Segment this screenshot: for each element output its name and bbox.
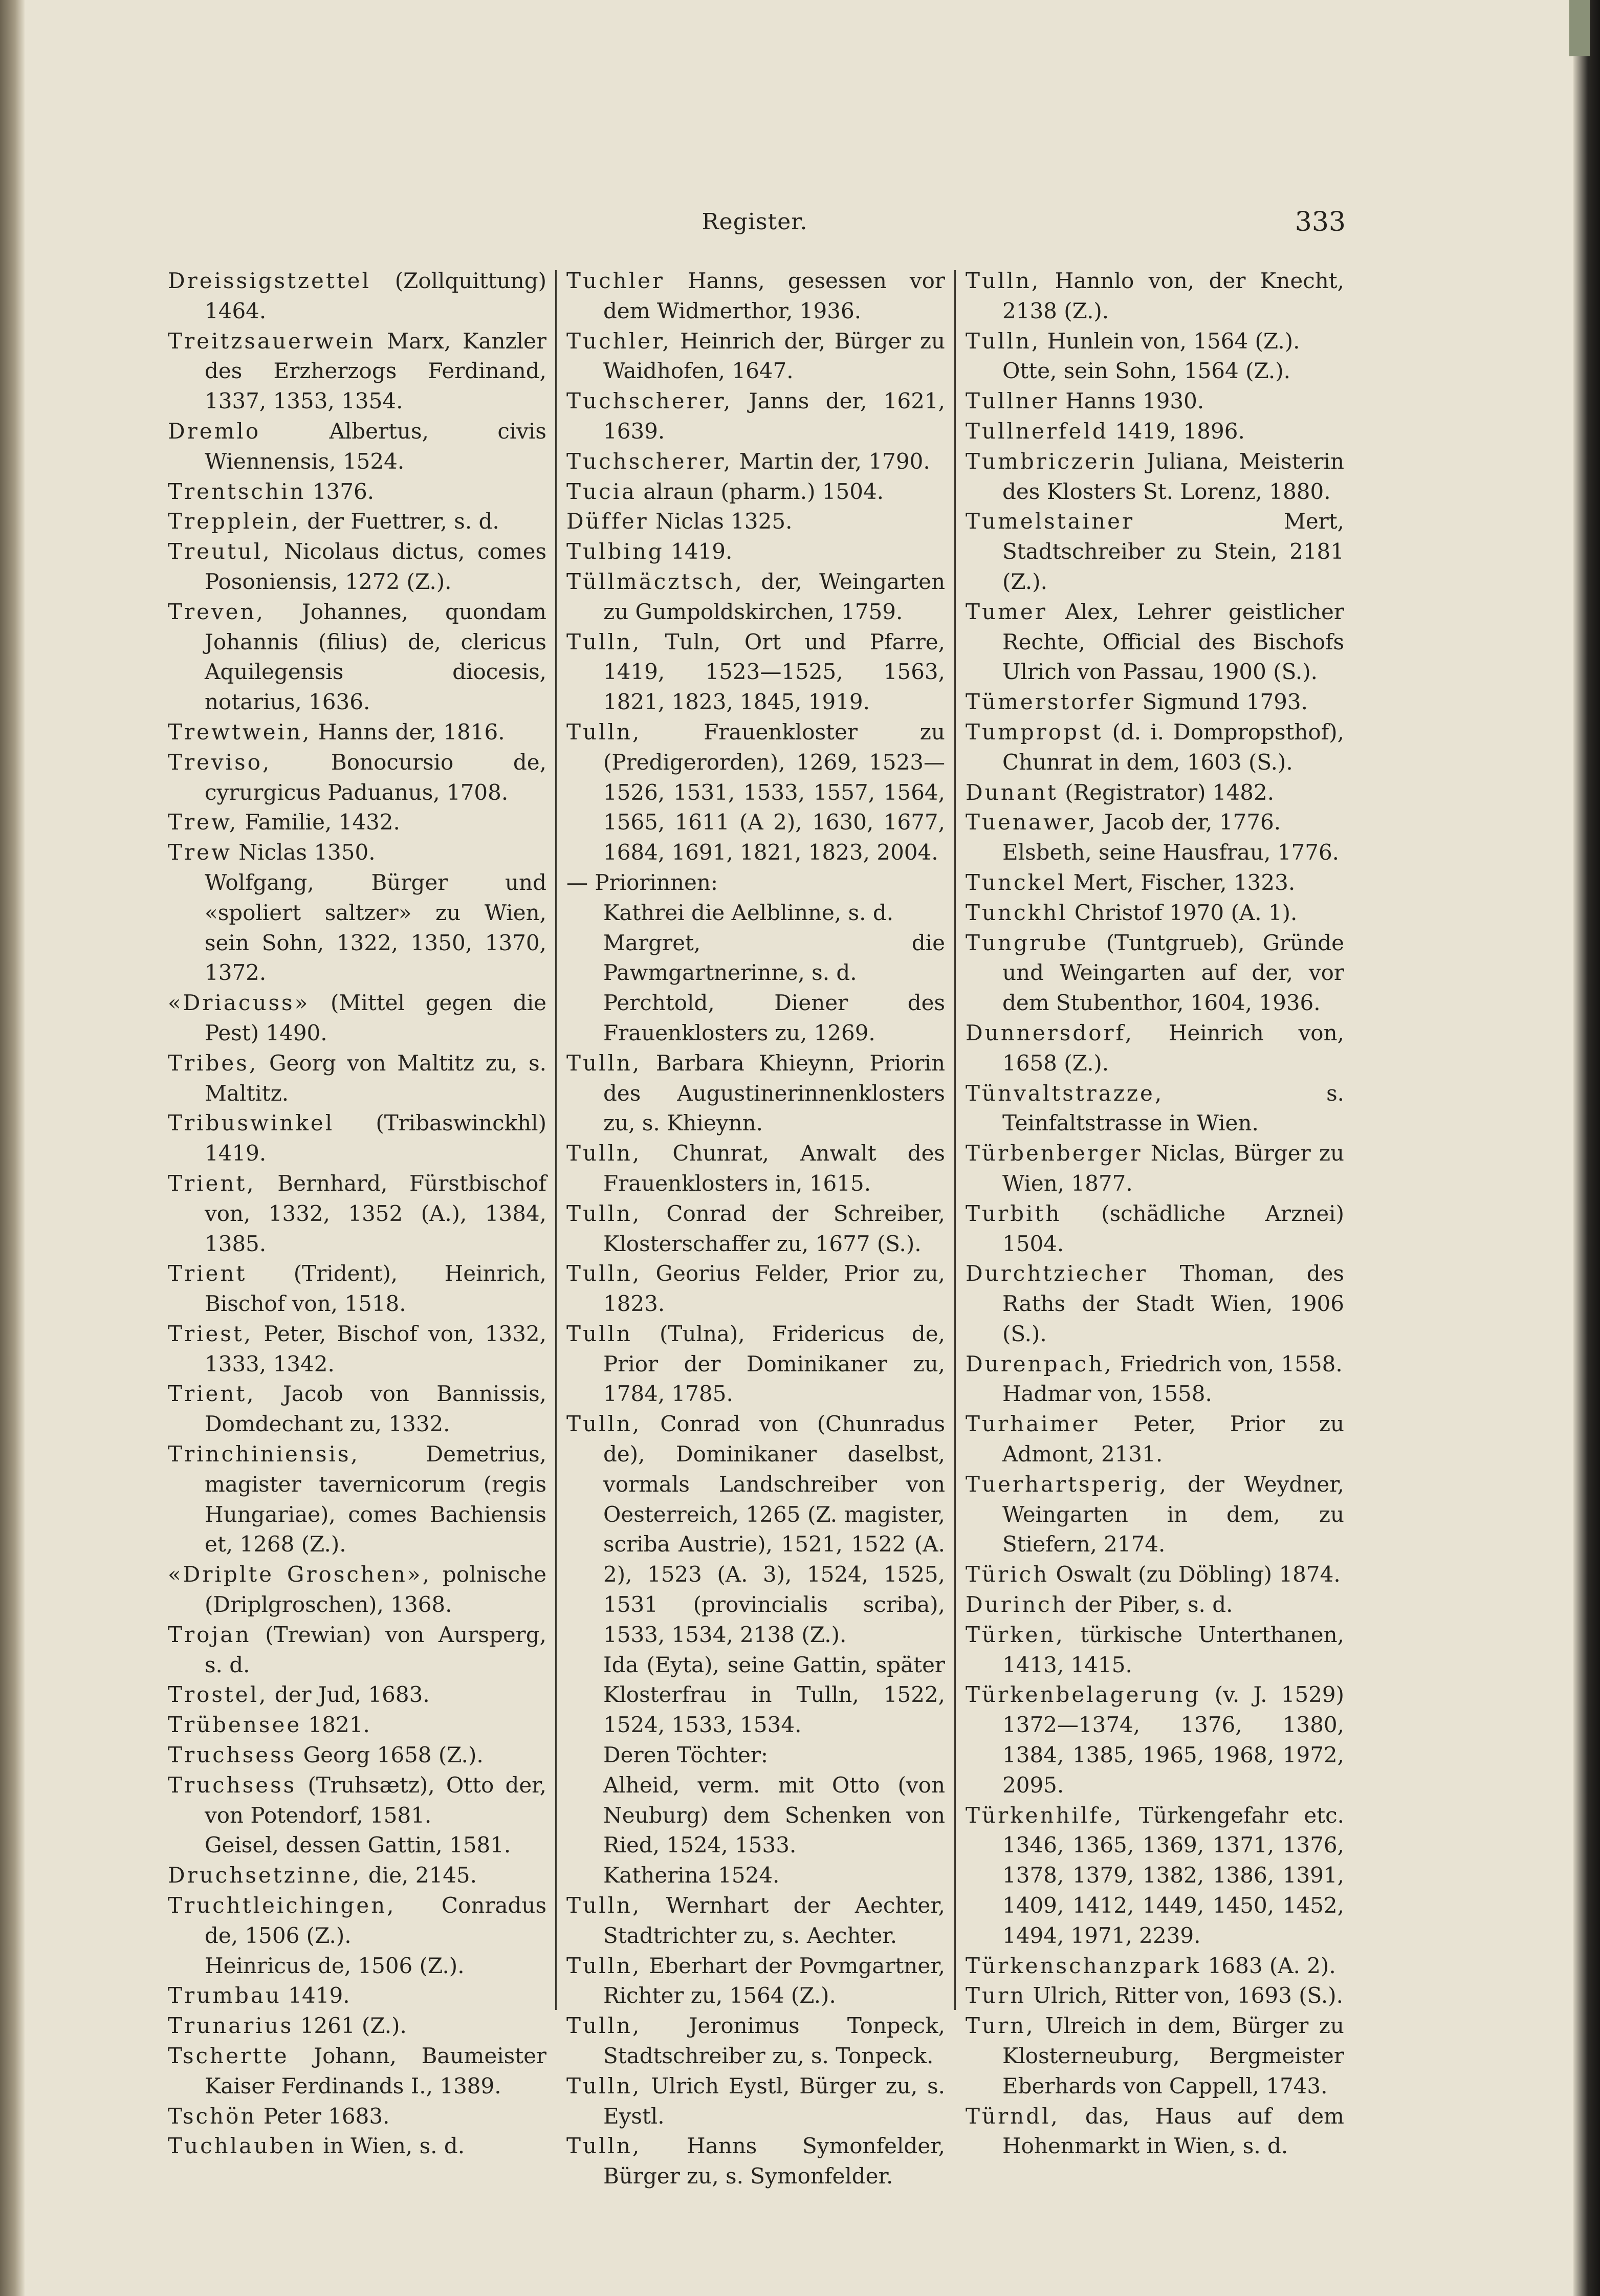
entry-headword: Trübensee <box>168 1712 302 1738</box>
entry-headword: Tulbing <box>566 539 664 564</box>
entry-text: s. Teinfaltstrasse in Wien. <box>1002 1080 1344 1136</box>
page-number: 333 <box>1295 207 1346 237</box>
entry-headword: Trentschin <box>168 478 306 504</box>
entry-headword: Treven, <box>168 599 265 624</box>
entry-text: Wolfgang, Bürger und «spoliert saltzer» zu Wien, sein Sohn, 1322, 1350, 1370, 1372. <box>205 869 546 986</box>
entry-text: Albertus, civis Wiennensis, 1524. <box>205 418 546 474</box>
entry-text: Türkengefahr etc. 1346, 1365, 1369, 1371, 1376, 1378, 1379, 1382, 1386, 1391, 1409, 1412, 1449, 1450, 1452, 1494, 1971, 2239. <box>1002 1802 1344 1948</box>
index-entry <box>966 687 1344 717</box>
index-entry <box>168 2041 546 2102</box>
index-entry <box>966 2011 1344 2101</box>
entry-text: 1821. <box>301 1712 370 1738</box>
entry-headword: Tümerstorfer <box>966 689 1136 715</box>
entry-text: die, 2145. <box>361 1863 477 1888</box>
entry-headword: Trunarius <box>168 2013 294 2039</box>
entry-headword: Tulln, <box>566 2073 642 2098</box>
page-title: Register. <box>702 209 808 235</box>
entry-text: Margret, die Pawmgartnerinne, s. d. <box>603 930 945 986</box>
column-divider <box>954 270 956 2010</box>
index-entry <box>168 1861 546 1891</box>
entry-text: das, Haus auf dem Hohenmarkt in Wien, s. d. <box>1002 2103 1344 2159</box>
index-entry <box>168 1710 546 1740</box>
entry-headword: Trew, <box>168 810 238 835</box>
entry-text: 1261 (Z.). <box>293 2013 407 2039</box>
entry-headword: Tumbriczerin <box>966 448 1137 474</box>
index-entry <box>168 807 546 838</box>
index-entry <box>966 1379 1344 1409</box>
entry-headword: Trinchiniensis, <box>168 1441 360 1467</box>
entry-text: Ulrich, Ritter von, 1693 (S.). <box>1026 1983 1344 2008</box>
index-entry <box>566 537 945 567</box>
entry-headword: Tuenawer, <box>966 810 1098 835</box>
index-entry <box>966 266 1344 326</box>
entry-headword: Durinch <box>966 1592 1068 1617</box>
entry-text: Conrad von (Chunradus de), Dominikaner daselbst, vormals Landschreiber von Oesterreich, 1265 (Z. magister, scriba Austrie), 1521, 1522 (A. 2), 1523 (A. 3), 1524, 1525, 1531 (provincialis scriba), 1533, 1534, 2138 (Z.). <box>603 1411 945 1647</box>
entry-headword: Treitzsauerwein <box>168 328 376 354</box>
entry-headword: Tunckel <box>966 869 1067 895</box>
entry-headword: Tulln, <box>566 1200 642 1226</box>
index-entry <box>566 266 945 326</box>
index-entry <box>966 386 1344 417</box>
entry-text: (Mittel gegen die Pest) 1490. <box>205 990 546 1045</box>
entry-text: Familie, 1432. <box>238 810 400 835</box>
index-entry <box>966 1409 1344 1470</box>
index-entry <box>966 326 1344 357</box>
entry-text: Demetrius, magister tavernicorum (regis Hungariae), comes Bachiensis et, 1268 (Z.). <box>205 1441 546 1557</box>
index-entry <box>966 417 1344 447</box>
index-entry <box>966 928 1344 1018</box>
entry-text: alraun (pharm.) 1504. <box>637 478 884 504</box>
entry-headword: Tucia <box>566 478 637 504</box>
entry-text: Peter 1683. <box>256 2103 390 2129</box>
scan-left-edge <box>0 0 25 2296</box>
index-column-middle <box>566 266 945 2192</box>
entry-headword: Tulln, <box>566 1050 642 1076</box>
page-tab-marker <box>1569 0 1590 56</box>
entry-headword: Tulln, <box>566 629 642 654</box>
entry-text: Perchtold, Diener des Frauenklosters zu, 1269. <box>603 990 945 1045</box>
entry-text: Ulreich in dem, Bürger zu Klosterneuburg, Bergmeister Eberhards von Cappell, 1743. <box>1002 2013 1344 2098</box>
index-entry <box>168 717 546 748</box>
entry-text: (d. i. Dompropsthof), Chunrat in dem, 1603 (S.). <box>1002 719 1344 775</box>
index-entry <box>566 1891 945 1951</box>
index-entry <box>168 1108 546 1169</box>
index-entry <box>966 1801 1344 1951</box>
index-entry <box>566 717 945 868</box>
index-entry <box>168 2102 546 2132</box>
entry-text: Elsbeth, seine Hausfrau, 1776. <box>1002 840 1340 865</box>
index-entry <box>966 447 1344 507</box>
index-entry <box>966 597 1344 687</box>
entry-headword: Trient, <box>168 1170 256 1196</box>
index-entry <box>566 447 945 477</box>
entry-headword: Treutul, <box>168 539 272 564</box>
entry-text: Barbara Khieynn, Priorin des Augustinerinnenklosters zu, s. Khieynn. <box>603 1050 945 1136</box>
index-entry <box>566 988 945 1048</box>
entry-text: Alex, Lehrer geistlicher Rechte, Official des Bischofs Ulrich von Passau, 1900 (S.). <box>1002 599 1344 685</box>
entry-headword: Türich <box>966 1562 1049 1587</box>
index-entry <box>566 868 945 898</box>
index-entry <box>966 1951 1344 1981</box>
entry-text: der Weydner, Weingarten in dem, zu Stiefern, 2174. <box>1002 1471 1344 1557</box>
index-entry <box>566 1259 945 1319</box>
entry-text: (Trewian) von Aursperg, s. d. <box>205 1622 546 1677</box>
entry-headword: Trojan <box>168 1622 251 1647</box>
index-entry <box>168 417 546 477</box>
index-entry <box>566 898 945 928</box>
index-entry <box>566 1650 945 1740</box>
index-entry <box>966 1018 1344 1079</box>
entry-headword: Trumbau <box>168 1983 281 2008</box>
index-entry <box>966 1620 1344 1680</box>
entry-text: Jacob der, 1776. <box>1097 810 1281 835</box>
index-entry <box>566 567 945 627</box>
entry-text: Oswalt (zu Döbling) 1874. <box>1049 1562 1341 1587</box>
entry-headword: Trostel, <box>168 1682 268 1708</box>
index-entry <box>168 1740 546 1770</box>
entry-text: (Tribaswinckhl) 1419. <box>205 1110 546 1166</box>
entry-headword: Tuerhartsperig, <box>966 1471 1169 1497</box>
index-entry <box>168 1620 546 1680</box>
entry-headword: Tumpropst <box>966 719 1103 745</box>
entry-text: Martin der, 1790. <box>732 448 930 474</box>
entry-headword: Tünvaltstrazze, <box>966 1080 1164 1106</box>
entry-text: Alheid, verm. mit Otto (von Neuburg) dem Schenken von Ried, 1524, 1533. <box>603 1772 945 1858</box>
entry-text: Frauenkloster zu (Predigerorden), 1269, 1523—1526, 1531, 1533, 1557, 1564, 1565, 1611 (A 2), 1630, 1677, 1684, 1691, 1821, 1823, 2004. <box>603 719 945 865</box>
page-header <box>164 205 1346 246</box>
entry-text: Hannlo von, der Knecht, 2138 (Z.). <box>1002 268 1344 323</box>
entry-text: der Jud, 1683. <box>268 1682 430 1708</box>
entry-text: Ulrich Eystl, Bürger zu, s. Eystl. <box>603 2073 945 2129</box>
entry-text: Niclas 1350. <box>231 840 376 865</box>
entry-text: Nicolaus dictus, comes Posoniensis, 1272 (Z.). <box>205 539 546 594</box>
entry-text: Chunrat, Anwalt des Frauenklosters in, 1615. <box>603 1141 945 1196</box>
index-entry <box>168 1439 546 1560</box>
index-entry <box>566 1770 945 1861</box>
entry-text: Eberhart der Povmgartner, Richter zu, 1564 (Z.). <box>603 1953 945 2008</box>
index-entry <box>168 477 546 507</box>
index-entry <box>168 326 546 417</box>
entry-headword: Tuchler, <box>566 328 671 354</box>
entry-text: Friedrich von, 1558. <box>1113 1351 1343 1376</box>
index-entry <box>168 1319 546 1380</box>
index-entry <box>966 868 1344 898</box>
entry-headword: Tulln, <box>566 1411 642 1437</box>
index-entry <box>168 597 546 717</box>
index-entry <box>566 1861 945 1891</box>
entry-text: Niclas 1325. <box>648 509 793 534</box>
index-entry <box>168 1891 546 1951</box>
index-entry <box>168 1379 546 1439</box>
entry-text: Wernhart der Aechter, Stadtrichter zu, s. Aechter. <box>603 1893 945 1948</box>
entry-text: der, Weingarten zu Gumpoldskirchen, 1759. <box>603 568 945 624</box>
entry-text: Jeronimus Tonpeck, Stadtschreiber zu, s. Tonpeck. <box>603 2013 945 2069</box>
entry-text: Hadmar von, 1558. <box>1002 1381 1212 1407</box>
entry-text: Conradus de, 1506 (Z.). <box>205 1893 546 1948</box>
entry-text: (Trident), Heinrich, Bischof von, 1518. <box>205 1261 546 1317</box>
entry-text: Marx, Kanzler des Erzherzogs Ferdinand, 1337, 1353, 1354. <box>205 328 546 414</box>
index-entry <box>966 778 1344 808</box>
index-entry <box>966 1349 1344 1380</box>
entry-text: (Registrator) 1482. <box>1058 779 1275 805</box>
entry-headword: Tulln, <box>566 2013 642 2039</box>
entry-headword: Tulln, <box>566 1261 642 1286</box>
entry-headword: Tumelstainer <box>966 509 1135 534</box>
index-entry <box>966 507 1344 597</box>
entry-headword: Tribes, <box>168 1050 258 1076</box>
entry-headword: Trient, <box>168 1381 256 1407</box>
index-entry <box>168 1560 546 1620</box>
entry-text: Geisel, dessen Gattin, 1581. <box>205 1832 511 1858</box>
entry-headword: Tuchlauben <box>168 2133 316 2159</box>
entry-headword: Druchsetzinne, <box>168 1863 362 1888</box>
index-entry <box>566 1951 945 2011</box>
index-entry <box>566 2131 945 2192</box>
index-entry <box>966 1560 1344 1590</box>
index-column-left <box>168 266 546 2161</box>
index-entry <box>966 1470 1344 1560</box>
entry-headword: Turn, <box>966 2013 1035 2039</box>
index-entry <box>566 386 945 447</box>
entry-text: türkische Unterthanen, 1413, 1415. <box>1002 1622 1344 1677</box>
entry-text: Heinrich der, Bürger zu Waidhofen, 1647. <box>603 328 945 384</box>
index-entry <box>168 1830 546 1861</box>
entry-headword: Tungrube <box>966 930 1088 955</box>
entry-text: 1419. <box>664 539 733 564</box>
entry-text: Johann, Baumeister Kaiser Ferdinands I., 1389. <box>205 2043 546 2098</box>
entry-headword: Tullner <box>966 388 1059 414</box>
index-entry <box>566 1409 945 1650</box>
index-entry <box>168 1981 546 2011</box>
entry-headword: Türkenbelagerung <box>966 1682 1201 1708</box>
index-entry <box>966 1680 1344 1800</box>
index-entry <box>566 477 945 507</box>
entry-headword: Triest, <box>168 1321 253 1346</box>
entry-headword: Trient <box>168 1261 247 1286</box>
entry-text: Kathrei die Aelblinne, s. d. <box>603 900 894 925</box>
entry-text: 1419. <box>281 1983 350 2008</box>
entry-text: 1376. <box>305 478 375 504</box>
entry-text: der Piber, s. d. <box>1067 1592 1233 1617</box>
entry-text: Tuln, Ort und Pfarre, 1419, 1523—1525, 1563, 1821, 1823, 1845, 1919. <box>603 629 945 715</box>
entry-headword: Tulln, <box>566 1141 642 1166</box>
entry-headword: Düffer <box>566 509 649 534</box>
index-entry <box>566 1139 945 1199</box>
index-entry <box>566 1048 945 1139</box>
index-entry <box>566 326 945 387</box>
entry-headword: Dunnersdorf, <box>966 1020 1134 1045</box>
index-column-right <box>966 266 1344 2161</box>
entry-headword: Treviso, <box>168 749 272 775</box>
index-entry <box>966 356 1344 386</box>
entry-text: (Tuntgrueb), Gründe und Weingarten auf der, vor dem Stubenthor, 1604, 1936. <box>1002 930 1344 1016</box>
entry-text: (Zollquittung) 1464. <box>205 268 546 323</box>
entry-headword: Dreissigstzettel <box>168 268 371 293</box>
entry-headword: Tulln, <box>566 719 642 745</box>
entry-text: Janns der, 1621, 1639. <box>603 388 945 444</box>
entry-text: Thoman, des Raths der Stadt Wien, 1906 (S.). <box>1002 1261 1344 1346</box>
entry-headword: Tuchscherer, <box>566 448 733 474</box>
index-entry <box>566 2011 945 2071</box>
index-entry <box>966 807 1344 838</box>
entry-text: Bernhard, Fürstbischof von, 1332, 1352 (A.), 1384, 1385. <box>205 1170 546 1256</box>
entry-headword: Trew <box>168 840 232 865</box>
entry-headword: Truchsess <box>168 1772 297 1798</box>
entry-headword: Tüllmäcztsch, <box>566 568 744 594</box>
entry-headword: Tribuswinkel <box>168 1110 335 1136</box>
entry-text: Otte, sein Sohn, 1564 (Z.). <box>1002 358 1291 384</box>
entry-text: Mert, Stadtschreiber zu Stein, 2181 (Z.). <box>1002 509 1344 594</box>
index-entry <box>168 507 546 537</box>
entry-headword: Turn <box>966 1983 1026 2008</box>
index-entry <box>168 2131 546 2161</box>
entry-headword: Tullnerfeld <box>966 418 1108 444</box>
index-entry <box>168 988 546 1048</box>
entry-headword: «Driacuss» <box>168 990 310 1016</box>
index-entry <box>168 1680 546 1710</box>
entry-headword: Tulln, <box>566 1953 642 1978</box>
entry-text: in Wien, s. d. <box>316 2133 465 2159</box>
entry-headword: Türken, <box>966 1622 1065 1647</box>
index-entry <box>566 2071 945 2132</box>
entry-headword: Tuchler <box>566 268 665 293</box>
index-entry <box>168 1259 546 1319</box>
entry-text: Peter, Prior zu Admont, 2131. <box>1002 1411 1344 1467</box>
entry-headword: «Driplte Groschen», <box>168 1562 431 1587</box>
index-entry <box>566 1319 945 1409</box>
entry-headword: Tulln, <box>566 1893 642 1918</box>
index-entry <box>966 2102 1344 2162</box>
entry-headword: Türbenberger <box>966 1141 1143 1166</box>
entry-headword: Türndl, <box>966 2103 1060 2129</box>
index-entry <box>966 1981 1344 2011</box>
entry-text: polnische (Driplgroschen), 1368. <box>205 1562 547 1617</box>
entry-headword: Trewtwein, <box>168 719 312 745</box>
index-entry <box>966 838 1344 868</box>
entry-text: Johannes, quondam Johannis (filius) de, clericus Aquilegensis diocesis, notarius, 1636. <box>205 599 546 715</box>
entry-headword: Türkenschanzpark <box>966 1953 1201 1978</box>
index-entry <box>966 717 1344 778</box>
entry-text: Christof 1970 (A. 1). <box>1067 900 1298 925</box>
entry-text: (Tulna), Fridericus de, Prior der Dominikaner zu, 1784, 1785. <box>603 1321 945 1407</box>
index-entry <box>566 1199 945 1259</box>
entry-text: Juliana, Meisterin des Klosters St. Lorenz, 1880. <box>1002 448 1344 504</box>
entry-headword: Türkenhilfe, <box>966 1802 1124 1828</box>
entry-text: — Priorinnen: <box>566 869 718 895</box>
entry-text: Conrad der Schreiber, Klosterschaffer zu, 1677 (S.). <box>603 1200 945 1256</box>
column-divider <box>555 270 557 2010</box>
index-entry <box>168 748 546 808</box>
entry-text: (schädliche Arznei) 1504. <box>1002 1200 1344 1256</box>
entry-text: 1683 (A. 2). <box>1201 1953 1336 1978</box>
entry-headword: Truchsess <box>168 1742 297 1768</box>
entry-text: Hanns 1930. <box>1058 388 1204 414</box>
entry-text: Jacob von Bannissis, Domdechant zu, 1332. <box>205 1381 546 1437</box>
entry-text: Georius Felder, Prior zu, 1823. <box>603 1261 945 1317</box>
entry-headword: Tschön <box>168 2103 257 2129</box>
index-entry <box>966 1199 1344 1259</box>
entry-text: Peter, Bischof von, 1332, 1333, 1342. <box>205 1321 546 1376</box>
entry-headword: Dremlo <box>168 418 261 444</box>
entry-text: Heinricus de, 1506 (Z.). <box>205 1953 465 1978</box>
entry-text: Katherina 1524. <box>603 1863 780 1888</box>
entry-headword: Tulln, <box>966 328 1041 354</box>
index-entry <box>168 537 546 597</box>
entry-text: Hanns Symonfelder, Bürger zu, s. Symonfelder. <box>603 2133 945 2189</box>
entry-headword: Tumer <box>966 599 1047 624</box>
entry-text: (Truhsætz), Otto der, von Potendorf, 1581. <box>205 1772 546 1828</box>
index-entry <box>966 1259 1344 1349</box>
entry-text: Mert, Fischer, 1323. <box>1066 869 1296 895</box>
entry-text: Hanns der, 1816. <box>311 719 505 745</box>
entry-text: Georg von Maltitz zu, s. Maltitz. <box>205 1050 546 1106</box>
entry-headword: Tschertte <box>168 2043 289 2069</box>
entry-headword: Turbith <box>966 1200 1062 1226</box>
entry-text: Sigmund 1793. <box>1135 689 1308 715</box>
entry-text: Hanns, gesessen vor dem Widmerthor, 1936. <box>603 268 945 323</box>
entry-text: Niclas, Bürger zu Wien, 1877. <box>1002 1141 1344 1196</box>
entry-headword: Durchtziecher <box>966 1261 1148 1286</box>
index-entry <box>168 1770 546 1831</box>
index-entry <box>566 1740 945 1770</box>
index-entry <box>168 868 546 988</box>
entry-headword: Tunckhl <box>966 900 1068 925</box>
entry-headword: Tulln <box>566 1321 632 1346</box>
scan-right-edge <box>1573 0 1600 2296</box>
index-entry <box>168 1048 546 1109</box>
entry-headword: Durenpach, <box>966 1351 1113 1376</box>
index-entry <box>168 838 546 868</box>
entry-headword: Turhaimer <box>966 1411 1100 1437</box>
index-entry <box>566 627 945 717</box>
index-entry <box>566 507 945 537</box>
index-entry <box>168 1169 546 1259</box>
entry-text: 1419, 1896. <box>1108 418 1245 444</box>
entry-text: Hunlein von, 1564 (Z.). <box>1040 328 1300 354</box>
entry-text: Georg 1658 (Z.). <box>296 1742 484 1768</box>
entry-text: (v. J. 1529) 1372—1374, 1376, 1380, 1384, 1385, 1965, 1968, 1972, 2095. <box>1002 1682 1344 1798</box>
entry-text: Bonocursio de, cyrurgicus Paduanus, 1708. <box>205 749 546 805</box>
entry-headword: Dunant <box>966 779 1058 805</box>
entry-text: der Fuettrer, s. d. <box>300 509 499 534</box>
entry-headword: Tulln, <box>566 2133 642 2159</box>
entry-text: Deren Töchter: <box>603 1742 769 1768</box>
index-entry <box>966 1079 1344 1139</box>
index-entry <box>566 928 945 989</box>
entry-text: Ida (Eyta), seine Gattin, später Klosterfrau in Tulln, 1522, 1524, 1533, 1534. <box>603 1652 945 1738</box>
index-entry <box>168 2011 546 2041</box>
entry-headword: Trepplein, <box>168 509 300 534</box>
entry-headword: Tuchscherer, <box>566 388 733 414</box>
index-entry <box>168 266 546 326</box>
index-entry <box>168 1951 546 1981</box>
entry-headword: Tulln, <box>966 268 1041 293</box>
entry-text: Heinrich von, 1658 (Z.). <box>1002 1020 1344 1076</box>
index-entry <box>966 1590 1344 1620</box>
index-entry <box>966 898 1344 928</box>
entry-headword: Truchtleichingen, <box>168 1893 396 1918</box>
index-entry <box>966 1139 1344 1199</box>
